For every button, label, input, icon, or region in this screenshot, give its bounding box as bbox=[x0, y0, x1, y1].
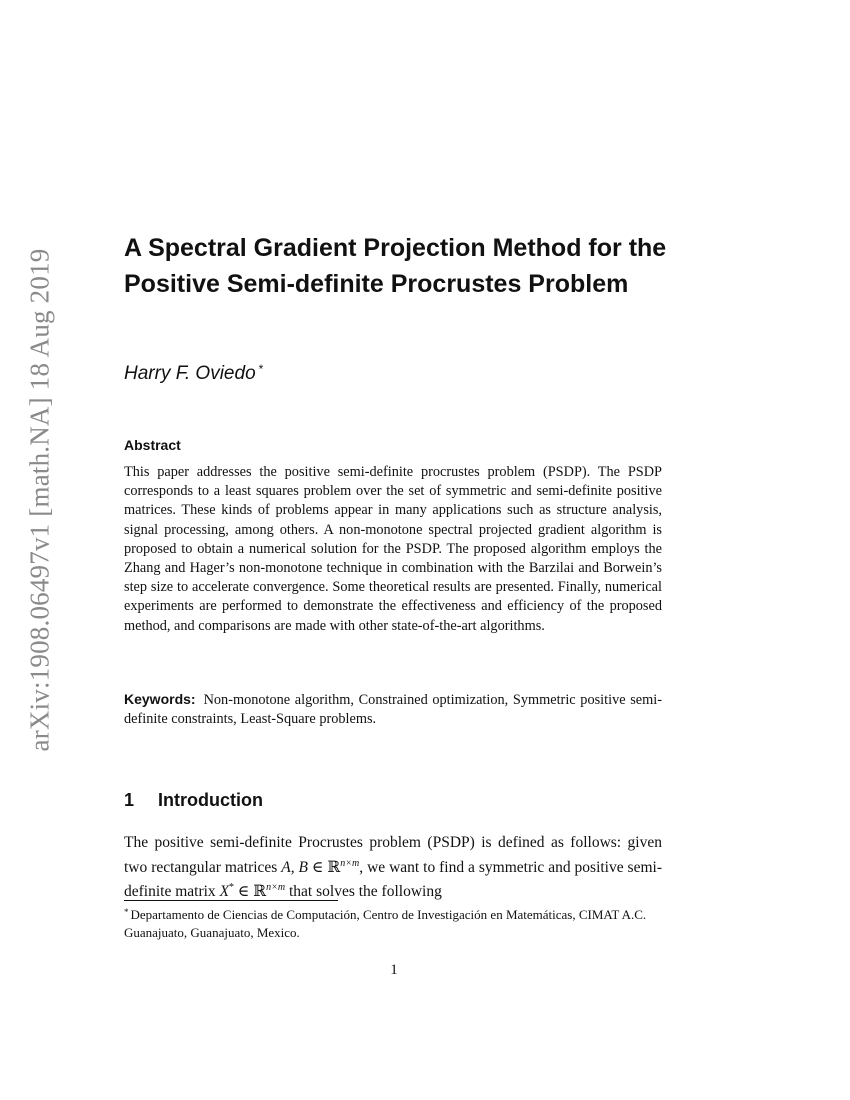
paper-title: A Spectral Gradient Projection Method for the Positive Semi-definite Procrustes Problem bbox=[124, 234, 667, 298]
keywords bbox=[124, 690, 662, 729]
section-title: Introduction bbox=[158, 790, 263, 810]
page-number: 1 bbox=[390, 962, 398, 978]
footnote-text: Departamento de Ciencias de Computación, Centro de Investigación en Matemáticas, CIMAT A.C. Guanajuato, Guanajuato, Mexico. bbox=[124, 907, 647, 940]
footnote-rule bbox=[124, 900, 338, 901]
author-name: Harry F. Oviedo bbox=[124, 363, 256, 384]
arxiv-identifier-text: arXiv:1908.06497v1 [math.NA] 18 Aug 2019 bbox=[24, 248, 55, 752]
math-x-star: X bbox=[219, 883, 230, 900]
math-dimensions: n×m bbox=[266, 882, 286, 893]
section-heading-introduction bbox=[124, 790, 263, 811]
intro-text-part: that solves the following bbox=[285, 883, 442, 900]
abstract-text: This paper addresses the positive semi-definite procrustes problem (PSDP). The PSDP corresponds to a least squares problem over the set of symmetric and semi-definite positive matrices. These kinds of problems appear in many applications such as structure analysis, signal processing, among others. A non-monotone spectral projected gradient algorithm is proposed to obtain a numerical solution for the PSDP. The proposed algorithm employs the Zhang and Hager’s non-monotone technique in combination with the Barzilai and Borwein’s step size to accelerate convergence. Some theoretical results are presented. Finally, numerical experiments are performed to demonstrate the effectiveness and efficiency of the proposed method, and comparisons are made with other state-of-the-art algorithms. bbox=[124, 464, 662, 634]
section-number: 1 bbox=[124, 790, 135, 810]
keywords-text: Non-monotone algorithm, Constrained optimization, Symmetric positive semi-definite constraints, Least-Square problems. bbox=[124, 692, 662, 728]
math-star: * bbox=[229, 882, 235, 893]
math-matrices: A, B bbox=[281, 858, 309, 876]
introduction-text bbox=[124, 833, 662, 903]
footnote-mark: * bbox=[124, 907, 129, 917]
intro-text-part: ∈ ℝ bbox=[308, 858, 341, 876]
author-footnote-mark: * bbox=[258, 362, 264, 376]
abstract-heading: Abstract bbox=[124, 437, 181, 453]
keywords-label: Keywords: bbox=[124, 691, 196, 707]
intro-text-part: ∈ ℝ bbox=[234, 883, 267, 900]
footnote bbox=[124, 904, 662, 941]
math-dimensions: n×m bbox=[340, 857, 360, 869]
intro-text-part: , we want to find a symmetric and positive semi-definite matrix bbox=[124, 858, 662, 900]
intro-text-part: The positive semi-definite Procrustes problem (PSDP) is defined as follows: given two rectangular matrices bbox=[124, 834, 662, 876]
author-line bbox=[124, 362, 263, 385]
